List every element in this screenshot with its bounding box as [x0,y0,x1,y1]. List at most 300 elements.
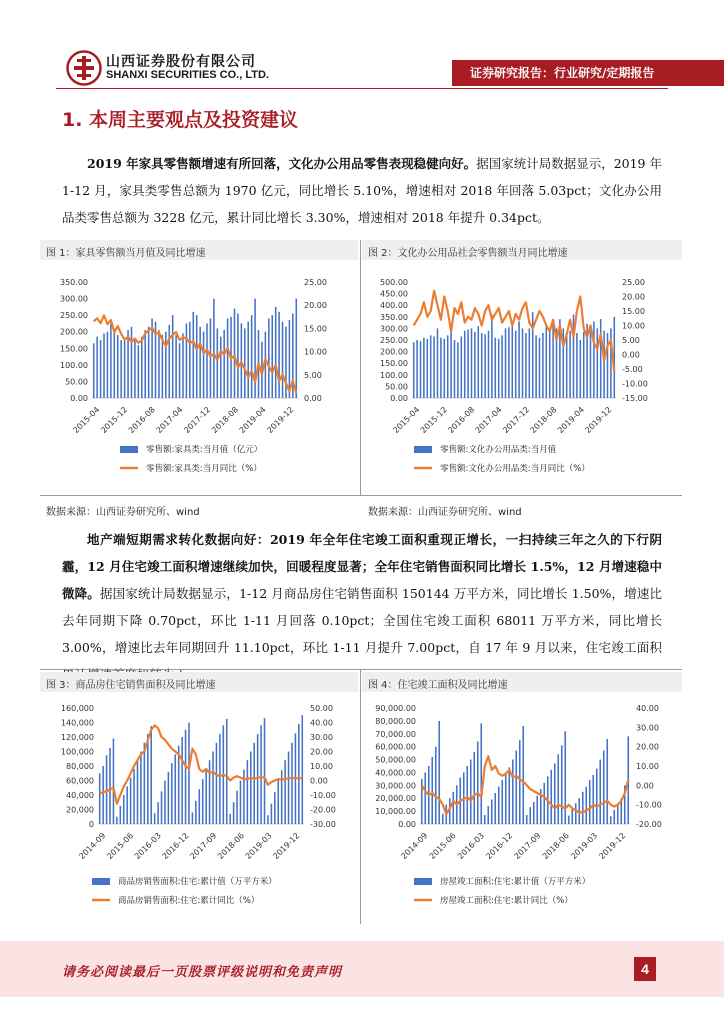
bar-mark [257,734,259,824]
x-tick-label: 2017-09 [188,831,219,862]
bar-mark [260,725,262,824]
x-tick-label: 2016-08 [446,405,477,436]
y-left-tick-label: 40,000 [66,791,94,800]
y-right-tick-label: -10.00 [622,379,648,389]
bar-mark [138,345,140,398]
x-tick-label: 2017-04 [154,405,185,436]
bar-mark [209,760,211,824]
bar-mark [284,760,286,824]
paragraph-lead-bold: 地产端短期需求转化数据向好：2019 年全年住宅竣工面积重现正增长，一扫持续三年之久的下行阴霾，12 月住宅竣工面积增速继续加快，回暖程度显著；全年住宅销售面积同比增长 1.5%，12 月增速稳中微降。 [62,532,662,601]
bar-mark [203,332,205,398]
bar-mark [600,319,602,398]
bar-mark [543,783,545,824]
y-left-tick-label: 400.00 [380,301,408,311]
bar-mark [268,318,270,398]
bar-mark [147,734,149,824]
bar-mark [515,331,517,398]
y-left-tick-label: 0.00 [390,394,408,403]
bar-mark [109,748,111,824]
x-tick-label: 2014-09 [77,831,108,862]
legend-line-label: 零售额:家具类:当月同比（%） [146,464,262,474]
bar-mark [175,335,177,398]
paragraph-body: 据国家统计局数据显示，2019 年 1-12 月，家具类零售总额为 1970 亿元，同比增长 5.10%，增速相对 2018 年回落 5.03pct；文化办公用品类零售总额为 3228 亿元，累计同比增长 3.30%，增速相对 2018 年提升 0.34pct。 [62,156,662,225]
y-right-tick-label: -30.00 [310,820,336,829]
y-left-tick-label: 450.00 [380,289,408,299]
company-name-en: SHANXI SECURITIES CO., LTD. [106,69,269,81]
y-left-tick-label: 500.00 [380,278,408,287]
bar-mark [450,324,452,398]
y-right-tick-label: -20.00 [310,805,336,815]
bar-mark [481,333,483,398]
bar-mark [501,335,503,398]
x-tick-label: 2016-03 [132,831,163,862]
bar-mark [603,331,605,398]
legend-bar-label: 零售额:家具类:当月值（亿元） [146,445,263,455]
figure-3-title: 图 3：商品房住宅销售面积及同比增速 [46,680,216,691]
bar-mark [467,330,469,398]
bar-mark [583,332,585,398]
bar-mark [179,343,181,398]
bar-mark [597,328,599,398]
bar-mark [217,328,219,398]
x-tick-label: 2015-06 [427,831,458,862]
x-tick-label: 2019-04 [237,405,268,436]
bar-mark [185,730,187,824]
bar-mark [120,806,122,824]
bar-mark [508,767,510,824]
bar-mark [512,760,514,824]
y-left-tick-label: 80,000.00 [375,716,416,726]
bar-mark [291,743,293,824]
bar-mark [484,334,486,398]
bar-mark [550,770,552,824]
bar-mark [466,766,468,824]
x-tick-label: 2019-03 [243,831,274,862]
bar-mark [110,323,112,398]
bar-mark [226,719,228,824]
y-right-tick-label: 25.00 [622,278,645,287]
x-tick-label: 2019-12 [265,405,296,436]
figure-divider [360,240,361,495]
y-left-tick-label: 200.00 [60,327,88,337]
paragraph-lead-bold: 2019 年家具零售额增速有所回落，文化办公用品零售表现稳健向好。 [87,156,477,171]
bar-mark [223,330,225,398]
bar-mark [244,328,246,398]
page-number: 4 [634,957,656,981]
bar-mark [566,335,568,398]
bar-mark [182,333,184,398]
x-tick-label: 2017-12 [501,405,532,436]
bar-mark [430,335,432,398]
bar-mark [613,810,615,824]
bar-mark [285,327,287,398]
x-tick-label: 2016-12 [160,831,191,862]
bar-mark [515,751,517,824]
bar-mark [196,315,198,398]
bar-mark [278,312,280,398]
bar-mark [158,330,160,398]
bar-mark [487,806,489,824]
x-tick-label: 2018-08 [209,405,240,436]
bar-mark [229,814,231,824]
y-right-tick-label: 10.00 [304,347,327,357]
chart-furniture-retail [40,262,358,492]
bar-mark [174,754,176,824]
bar-mark [126,786,128,824]
bar-mark [264,718,266,824]
y-left-tick-label: 60,000 [66,776,94,786]
y-right-tick-label: 5.00 [622,336,640,345]
y-left-tick-label: 0.00 [398,820,416,829]
x-tick-label: 2016-08 [126,405,157,436]
bar-mark [592,775,594,824]
x-tick-label: 2015-04 [391,405,422,436]
figure-source-rule [40,495,682,496]
x-tick-label: 2016-12 [484,831,515,862]
bar-mark [471,328,473,398]
bar-mark [498,339,500,398]
x-tick-label: 2018-06 [540,831,571,862]
legend-bar-label: 零售额:文化办公用品类:当月值 [440,445,557,455]
bar-mark [127,330,129,398]
bar-mark [564,731,566,824]
bar-mark [519,740,521,824]
y-right-tick-label: -20.00 [636,820,662,829]
company-logo-icon [66,50,102,86]
bar-mark [617,805,619,824]
x-tick-label: 2018-06 [215,831,246,862]
bar-mark [219,734,221,824]
y-left-tick-label: 90,000.00 [375,704,416,713]
bar-mark [440,338,442,398]
bar-mark [576,333,578,398]
legend-bar-swatch [414,446,432,453]
y-right-tick-label: 0.00 [622,350,640,360]
x-tick-label: 2015-12 [99,405,130,436]
bar-mark [162,335,164,398]
x-tick-label: 2019-03 [569,831,600,862]
bar-mark [610,816,612,824]
bar-mark [100,340,102,398]
y-right-tick-label: 30.00 [310,733,333,742]
y-left-tick-label: 60,000.00 [375,742,416,752]
bar-mark [542,333,544,398]
bar-mark [569,331,571,398]
y-left-tick-label: 300.00 [380,324,408,334]
bar-mark [171,763,173,824]
y-right-tick-label: 0.00 [310,776,328,786]
bar-mark [133,769,135,824]
y-left-tick-label: 200.00 [380,347,408,357]
x-tick-label: 2015-04 [71,405,102,436]
bar-mark [298,724,300,824]
y-left-tick-label: 140,000 [60,718,94,728]
bar-mark [494,793,496,824]
y-left-tick-label: 250.00 [60,311,88,321]
bar-mark [437,328,439,398]
paragraph-real-estate [62,526,662,688]
bar-mark [557,754,559,824]
bar-mark [454,340,456,398]
legend-bar-swatch [92,878,110,885]
bar-mark [447,335,449,398]
bar-mark [533,802,535,824]
bar-mark [227,318,229,398]
x-tick-label: 2017-04 [473,405,504,436]
y-right-tick-label: 15.00 [622,307,645,316]
bar-mark [247,322,249,398]
bar-mark [501,780,503,824]
bar-mark [575,803,577,824]
bar-mark [250,752,252,825]
bar-mark [546,326,548,398]
bar-mark [420,341,422,398]
bar-mark [552,324,554,398]
bar-mark [275,307,277,398]
bar-mark [220,337,222,398]
y-left-tick-label: 150.00 [380,359,408,369]
bar-mark [603,751,605,824]
y-left-tick-label: 80,000 [66,762,94,771]
bar-mark [535,335,537,398]
bar-mark [240,781,242,825]
bar-mark [141,337,143,398]
y-left-tick-label: 250.00 [380,336,408,345]
bar-mark [102,766,104,824]
bar-mark [124,338,126,398]
x-tick-label: 2016-03 [455,831,486,862]
bar-mark [157,802,159,824]
legend-line-label: 房屋竣工面积:住宅:累计同比（%） [440,896,573,906]
bar-mark [505,774,507,824]
y-left-tick-label: 100.00 [380,370,408,380]
footer-disclaimer: 请务必阅读最后一页股票评级说明和免责声明 [62,965,343,980]
bar-mark [610,328,612,398]
y-left-tick-label: 350.00 [380,312,408,322]
bar-mark [536,796,538,824]
bar-mark [522,328,524,398]
bar-mark [277,781,279,825]
bar-mark [254,299,256,398]
bar-mark [522,726,524,824]
bar-mark [137,760,139,824]
bar-mark [599,760,601,824]
bar-mark [195,801,197,824]
bar-mark [512,324,514,398]
bar-mark [206,323,208,398]
bar-mark [473,752,475,824]
bar-mark [474,332,476,398]
y-right-tick-label: 0.00 [636,781,654,791]
paragraph-body: 据国家统计局数据显示，1-12 月商品房住宅销售面积 150144 万平方米，同比增长 1.50%，增速比去年同期下降 0.70pct，环比 1-11 月回落 0.10pct；全国住宅竣工面积 68011 万平方米，同比增长 3.00%，增速比去年同期回升 11.10pct，环比 1-11 月提升 7.00pct，自 17 年 9 月以来，住宅竣工面积 [62,586,662,655]
company-name-cn: 山西证券股份有限公司 [106,54,256,70]
y-left-tick-label: 0 [88,820,94,829]
bar-mark [96,337,98,398]
y-left-tick-label: 40,000.00 [375,768,416,778]
bar-mark [470,760,472,824]
figure-2-source: 数据来源：山西证券研究所、wind [368,507,522,518]
bar-mark [416,340,418,398]
bar-mark [491,314,493,398]
bar-mark [444,339,446,398]
y-right-tick-label: 5.00 [304,370,322,380]
report-type-label: 证券研究报告：行业研究/定期报告 [470,66,655,80]
bar-mark [106,755,108,824]
bar-mark [210,318,212,398]
bar-mark [539,338,541,398]
y-left-tick-label: 50,000.00 [375,755,416,765]
bar-mark [213,299,215,398]
bar-mark [431,757,433,824]
x-tick-label: 2019-12 [271,831,302,862]
y-right-tick-label: 50.00 [310,704,333,713]
bar-mark [117,335,119,398]
bar-mark [192,812,194,824]
y-left-tick-label: 70,000.00 [375,729,416,739]
y-left-tick-label: 100.00 [60,360,88,370]
bar-mark [114,328,116,398]
bar-mark [168,325,170,398]
bar-mark [568,816,570,824]
bar-mark [495,338,497,398]
bar-mark [296,299,298,398]
bar-mark [478,326,480,398]
bar-mark [554,763,556,824]
figure-1-title: 图 1：家具零售额当月值及同比增速 [46,248,206,259]
bar-mark [93,343,95,398]
y-left-tick-label: 50.00 [65,377,88,387]
x-tick-label: 2015-12 [418,405,449,436]
y-right-tick-label: -5.00 [622,365,643,374]
y-right-tick-label: 40.00 [310,718,333,728]
bar-mark [302,715,304,824]
bar-mark [424,772,426,824]
bar-mark [148,327,150,398]
x-tick-label: 2014-09 [399,831,430,862]
y-left-tick-label: 20,000 [66,805,94,815]
bar-mark [140,752,142,825]
legend-bar-label: 商品房销售面积:住宅:累计值（万平方米） [118,877,277,887]
y-right-tick-label: -10.00 [636,800,662,810]
bar-mark [247,760,249,824]
figure-1-source: 数据来源：山西证券研究所、wind [46,507,200,518]
section-title: 1. 本周主要观点及投资建议 [62,109,299,131]
bar-mark [144,743,146,824]
bar-mark [480,723,482,824]
bar-mark [154,813,156,824]
x-tick-label: 2015-06 [105,831,136,862]
bar-mark [288,752,290,825]
bar-mark [498,787,500,824]
y-right-tick-label: 20.00 [636,742,659,752]
bar-mark [433,337,435,398]
bar-mark [216,743,218,824]
x-tick-label: 2019-12 [583,405,614,436]
bar-mark [593,321,595,398]
bar-mark [529,328,531,398]
bar-mark [189,322,191,398]
bar-mark [103,333,105,398]
bar-mark [427,339,429,398]
x-tick-label: 2018-08 [528,405,559,436]
y-left-tick-label: 300.00 [60,294,88,304]
y-left-tick-label: 160,000 [60,704,94,713]
x-tick-label: 2019-04 [555,405,586,436]
bar-mark [606,739,608,824]
bar-mark [144,330,146,398]
paragraph-furniture-retail [62,150,662,231]
bar-mark [488,331,490,398]
bar-mark [505,328,507,398]
bar-mark [130,778,132,824]
bar-mark [271,804,273,824]
bar-mark [168,772,170,824]
y-right-tick-label: 10.00 [622,321,645,331]
bar-mark [107,332,109,398]
bar-mark [461,337,463,398]
bar-mark [484,815,486,824]
bar-mark [123,795,125,824]
bar-mark [271,315,273,398]
bar-mark [526,815,528,824]
bar-mark [113,738,115,824]
bar-mark [253,743,255,824]
bar-mark [212,752,214,825]
bar-mark [237,313,239,398]
chart-office-supplies-retail [362,262,682,492]
bar-mark [508,327,510,398]
legend-bar-label: 房屋竣工面积:住宅:累计值（万平方米） [440,877,591,887]
bar-mark [518,321,520,398]
bar-mark [134,340,136,398]
bar-mark [172,315,174,398]
y-left-tick-label: 100,000 [60,747,94,757]
chart-residential-completion-area [362,694,682,920]
figure-top-rule [40,669,682,670]
y-right-tick-label: 20.00 [622,292,645,302]
bar-mark [585,787,587,824]
legend-bar-swatch [414,878,432,885]
bar-mark [188,723,190,825]
bar-mark [120,340,122,398]
y-right-tick-label: 20.00 [304,301,327,311]
bar-mark [549,328,551,398]
y-left-tick-label: 10,000.00 [375,807,416,817]
bar-mark [438,721,440,824]
y-left-tick-label: 20,000.00 [375,794,416,804]
legend-bar-swatch [120,446,138,453]
bar-mark [464,331,466,398]
bar-mark [131,327,133,398]
y-right-tick-label: 25.00 [304,278,327,287]
bar-mark [477,742,479,824]
figure-2-title: 图 2：文化办公用品社会零售额当月同比增速 [368,248,568,259]
bar-mark [582,792,584,824]
figure-divider [360,669,361,924]
figure-4-title: 图 4：住宅竣工面积及同比增速 [368,680,508,691]
bar-mark [529,807,531,824]
bar-mark [435,747,437,824]
bar-mark [457,342,459,398]
y-left-tick-label: 120,000 [60,733,94,742]
bar-mark [99,773,101,824]
bar-mark [491,800,493,824]
bar-mark [571,809,573,824]
legend-line-label: 商品房销售面积:住宅:累计同比（%） [118,896,260,906]
chart-residential-sales-area [40,694,358,920]
bar-mark [186,323,188,398]
y-left-tick-label: 50.00 [385,382,408,392]
